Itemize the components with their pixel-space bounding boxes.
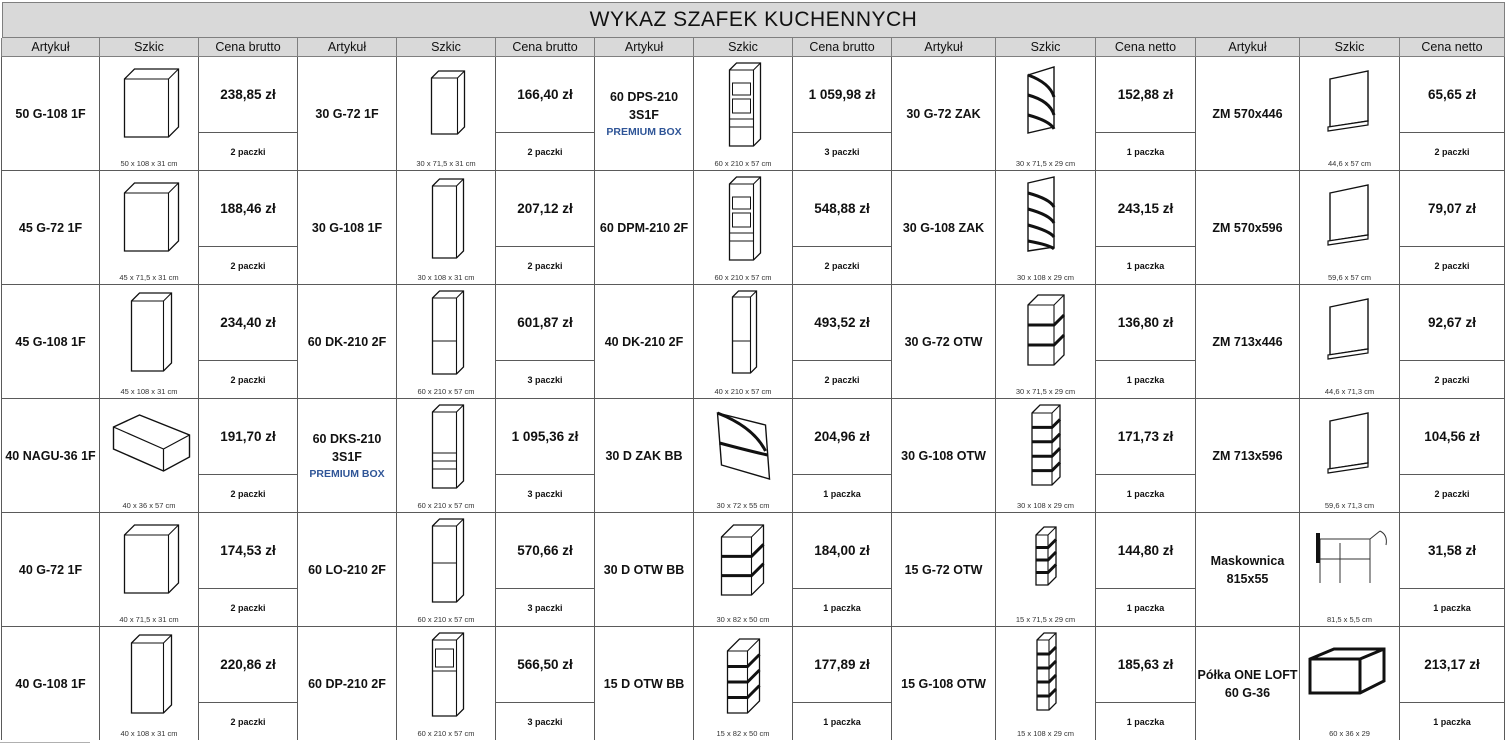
package-count: 2 paczki bbox=[1434, 260, 1470, 271]
price-value: 152,88 zł bbox=[1096, 57, 1195, 133]
price-value: 207,12 zł bbox=[496, 171, 594, 247]
package-count: 1 paczka bbox=[1126, 260, 1165, 271]
price-value: 185,63 zł bbox=[1096, 627, 1195, 703]
price-value: 243,15 zł bbox=[1096, 171, 1195, 247]
column-header-article: Artykuł bbox=[595, 38, 694, 57]
package-count: 1 paczka bbox=[1126, 488, 1165, 499]
article-name-cell bbox=[595, 627, 694, 741]
package-count: 2 paczki bbox=[230, 146, 266, 157]
price-cell bbox=[1400, 171, 1505, 285]
package-count: 2 paczki bbox=[527, 146, 563, 157]
price-value: 92,67 zł bbox=[1400, 285, 1504, 361]
package-count: 2 paczki bbox=[824, 374, 860, 385]
price-cell bbox=[496, 57, 595, 171]
article-name: 30 G-72 ZAK bbox=[906, 106, 981, 121]
article-name: Maskownica bbox=[1210, 553, 1285, 568]
tall-wall-cabinet-icon bbox=[100, 285, 199, 383]
article-name: 30 D OTW BB bbox=[603, 562, 685, 577]
sketch-dimensions: 30 x 82 x 50 cm bbox=[716, 615, 770, 624]
article-name: 60 DPS-210 3S1F bbox=[609, 89, 679, 122]
sketch-cell bbox=[100, 171, 199, 285]
sketch-dimensions: 15 x 108 x 29 cm bbox=[1016, 729, 1075, 738]
article-name-cell bbox=[298, 627, 397, 741]
article-name: 30 G-72 OTW bbox=[904, 334, 983, 349]
tall-fridge-cabinet-icon bbox=[397, 513, 496, 611]
price-cell bbox=[793, 285, 892, 399]
column-header-price: Cena brutto bbox=[199, 38, 298, 57]
article-name: ZM 570x446 bbox=[1212, 106, 1283, 121]
package-count: 3 paczki bbox=[824, 146, 860, 157]
tall-oven-cabinet-icon bbox=[397, 627, 496, 725]
article-name: 60 DPM-210 2F bbox=[599, 220, 689, 235]
price-cell bbox=[199, 285, 298, 399]
price-value: 213,17 zł bbox=[1400, 627, 1504, 703]
sketch-dimensions: 60 x 210 x 57 cm bbox=[714, 159, 772, 168]
price-cell bbox=[1400, 57, 1505, 171]
sketch-dimensions: 81,5 x 5,5 cm bbox=[1326, 615, 1373, 624]
sketch-cell bbox=[100, 627, 199, 741]
package-count: 3 paczki bbox=[527, 602, 563, 613]
price-value: 234,40 zł bbox=[199, 285, 297, 361]
article-name-cell bbox=[298, 513, 397, 627]
package-count: 1 paczka bbox=[1126, 716, 1165, 727]
sketch-cell bbox=[100, 57, 199, 171]
sketch-cell bbox=[397, 399, 496, 513]
package-count: 1 paczka bbox=[1126, 602, 1165, 613]
price-value: 104,56 zł bbox=[1400, 399, 1504, 475]
article-name: 60 DKS-210 3S1F bbox=[312, 431, 382, 464]
price-value: 238,85 zł bbox=[199, 57, 297, 133]
article-name: 60 LO-210 2F bbox=[308, 562, 386, 577]
article-name-cell bbox=[298, 171, 397, 285]
column-header-article: Artykuł bbox=[1196, 38, 1300, 57]
tall-wall-cabinet-icon bbox=[100, 627, 199, 725]
tall-oven-microwave-cabinet-icon bbox=[694, 171, 793, 269]
package-count: 1 paczka bbox=[1126, 374, 1165, 385]
article-name-cell bbox=[892, 399, 996, 513]
wall-cabinet-icon bbox=[100, 513, 199, 611]
sketch-dimensions: 44,6 x 71,3 cm bbox=[1324, 387, 1375, 396]
sketch-dimensions: 15 x 82 x 50 cm bbox=[716, 729, 770, 738]
sketch-cell bbox=[694, 285, 793, 399]
sketch-dimensions: 60 x 210 x 57 cm bbox=[714, 273, 772, 282]
sketch-cell bbox=[694, 399, 793, 513]
price-cell bbox=[496, 285, 595, 399]
sheet-title: WYKAZ SZAFEK KUCHENNYCH bbox=[2, 2, 1505, 38]
article-name-cell bbox=[1196, 399, 1300, 513]
price-cell bbox=[793, 399, 892, 513]
narrow-wall-cabinet-icon bbox=[397, 57, 496, 155]
sketch-cell bbox=[996, 285, 1096, 399]
article-name-cell bbox=[595, 399, 694, 513]
sketch-dimensions: 30 x 71,5 x 31 cm bbox=[416, 159, 476, 168]
sketch-cell bbox=[397, 285, 496, 399]
package-count: 2 paczki bbox=[1434, 488, 1470, 499]
package-count: 2 paczki bbox=[230, 602, 266, 613]
sketch-dimensions: 59,6 x 57 cm bbox=[1328, 273, 1371, 282]
sketch-cell bbox=[100, 513, 199, 627]
article-name: 60 DK-210 2F bbox=[307, 334, 387, 349]
article-name-suffix: 60 G-36 bbox=[1224, 685, 1271, 700]
article-name-cell bbox=[1, 57, 100, 171]
price-cell bbox=[199, 399, 298, 513]
wall-cabinet-icon bbox=[100, 171, 199, 269]
tall-open-wall-shelf-icon bbox=[996, 399, 1096, 497]
sketch-dimensions: 40 x 210 x 57 cm bbox=[714, 387, 772, 396]
sketch-dimensions: 60 x 210 x 57 cm bbox=[417, 729, 475, 738]
price-cell bbox=[1400, 285, 1505, 399]
article-name-cell bbox=[595, 513, 694, 627]
price-value: 65,65 zł bbox=[1400, 57, 1504, 133]
price-value: 171,73 zł bbox=[1096, 399, 1195, 475]
package-count: 1 paczka bbox=[823, 716, 861, 727]
article-name-cell bbox=[1, 171, 100, 285]
article-name-cell bbox=[298, 285, 397, 399]
price-cell bbox=[199, 513, 298, 627]
package-count: 2 paczki bbox=[230, 488, 266, 499]
sketch-dimensions: 45 x 71,5 x 31 cm bbox=[119, 273, 179, 282]
price-cell bbox=[793, 513, 892, 627]
article-name: 30 G-108 1F bbox=[311, 220, 383, 235]
tall-two-door-icon bbox=[397, 285, 496, 383]
sketch-cell bbox=[694, 513, 793, 627]
sketch-cell bbox=[996, 513, 1096, 627]
sketch-dimensions: 60 x 210 x 57 cm bbox=[417, 387, 475, 396]
column-header-sketch: Szkic bbox=[694, 38, 793, 57]
cover-strip-icon bbox=[1300, 513, 1400, 611]
sketch-dimensions: 30 x 108 x 29 cm bbox=[1016, 273, 1075, 282]
sketch-cell bbox=[996, 171, 1096, 285]
article-name-cell bbox=[892, 57, 996, 171]
article-name-cell bbox=[595, 57, 694, 171]
price-cell bbox=[1096, 57, 1196, 171]
price-cell bbox=[496, 513, 595, 627]
article-name: 40 G-108 1F bbox=[15, 676, 86, 691]
price-value: 191,70 zł bbox=[199, 399, 297, 475]
article-name-suffix: 815x55 bbox=[1226, 571, 1269, 586]
article-name-cell bbox=[892, 513, 996, 627]
column-header-sketch: Szkic bbox=[100, 38, 199, 57]
package-count: 2 paczki bbox=[824, 260, 860, 271]
article-name-cell bbox=[298, 57, 397, 171]
article-name: 30 D ZAK BB bbox=[605, 448, 683, 463]
article-name-cell bbox=[1196, 513, 1300, 627]
package-count: 2 paczki bbox=[230, 260, 266, 271]
sketch-cell bbox=[1300, 171, 1400, 285]
article-name: 60 DP-210 2F bbox=[308, 676, 386, 691]
sketch-cell bbox=[1300, 399, 1400, 513]
sketch-dimensions: 50 x 108 x 31 cm bbox=[120, 159, 178, 168]
sketch-cell bbox=[397, 627, 496, 741]
premium-box-label: PREMIUM BOX bbox=[309, 467, 385, 480]
package-count: 2 paczki bbox=[230, 716, 266, 727]
article-name: ZM 713x446 bbox=[1212, 334, 1283, 349]
price-cell bbox=[1096, 171, 1196, 285]
article-name: 15 G-72 OTW bbox=[904, 562, 983, 577]
package-count: 2 paczki bbox=[1434, 374, 1470, 385]
price-cell bbox=[496, 627, 595, 741]
sketch-cell bbox=[694, 57, 793, 171]
sketch-dimensions: 30 x 72 x 55 cm bbox=[716, 501, 770, 510]
open-wall-shelf-icon bbox=[996, 285, 1096, 383]
sketch-cell bbox=[694, 627, 793, 741]
sheet-bottom-edge bbox=[0, 740, 1507, 745]
article-name-cell bbox=[892, 627, 996, 741]
price-cell bbox=[199, 627, 298, 741]
article-name: 40 G-72 1F bbox=[18, 562, 83, 577]
column-header-price: Cena brutto bbox=[793, 38, 892, 57]
article-name-cell bbox=[1196, 627, 1300, 741]
tall-drawer-cabinet-icon bbox=[397, 399, 496, 497]
sketch-dimensions: 40 x 108 x 31 cm bbox=[120, 729, 178, 738]
price-value: 188,46 zł bbox=[199, 171, 297, 247]
narrow-open-wall-shelf-icon bbox=[996, 513, 1096, 611]
article-name: 45 G-72 1F bbox=[18, 220, 83, 235]
package-count: 2 paczki bbox=[1434, 146, 1470, 157]
sketch-cell bbox=[397, 513, 496, 627]
price-value: 493,52 zł bbox=[793, 285, 891, 361]
package-count: 3 paczki bbox=[527, 716, 563, 727]
column-header-sketch: Szkic bbox=[397, 38, 496, 57]
article-name-cell bbox=[1, 399, 100, 513]
price-cell bbox=[793, 171, 892, 285]
article-name-cell bbox=[1, 627, 100, 741]
sketch-dimensions: 60 x 210 x 57 cm bbox=[417, 501, 475, 510]
sketch-cell bbox=[397, 171, 496, 285]
sketch-dimensions: 30 x 108 x 31 cm bbox=[417, 273, 475, 282]
article-name: 50 G-108 1F bbox=[15, 106, 86, 121]
price-value: 1 059,98 zł bbox=[793, 57, 891, 133]
article-name: 40 NAGU-36 1F bbox=[5, 448, 96, 463]
dishwasher-front-icon bbox=[1300, 171, 1400, 269]
dishwasher-front-icon bbox=[1300, 285, 1400, 383]
price-cell bbox=[1096, 399, 1196, 513]
package-count: 3 paczki bbox=[527, 374, 563, 385]
sketch-cell bbox=[996, 627, 1096, 741]
price-cell bbox=[199, 57, 298, 171]
column-header-price: Cena brutto bbox=[496, 38, 595, 57]
article-name-cell bbox=[1196, 285, 1300, 399]
package-count: 2 paczki bbox=[527, 260, 563, 271]
article-name-cell bbox=[595, 285, 694, 399]
corner-base-shelf-icon bbox=[694, 399, 793, 497]
column-header-article: Artykuł bbox=[1, 38, 100, 57]
article-name-cell bbox=[1, 513, 100, 627]
narrow-tall-open-wall-shelf-icon bbox=[996, 627, 1096, 725]
article-name: 30 G-72 1F bbox=[315, 106, 379, 121]
column-header-price: Cena netto bbox=[1400, 38, 1505, 57]
article-name: 30 G-108 OTW bbox=[901, 448, 986, 463]
price-cell bbox=[1096, 513, 1196, 627]
sketch-cell bbox=[1300, 627, 1400, 741]
package-count: 1 paczka bbox=[1433, 716, 1471, 727]
sketch-cell bbox=[1300, 57, 1400, 171]
package-count: 3 paczki bbox=[527, 488, 563, 499]
price-cell bbox=[1400, 399, 1505, 513]
sketch-dimensions: 44,6 x 57 cm bbox=[1328, 159, 1371, 168]
sketch-dimensions: 30 x 71,5 x 29 cm bbox=[1015, 387, 1076, 396]
sketch-dimensions: 45 x 108 x 31 cm bbox=[120, 387, 178, 396]
flap-cabinet-icon bbox=[100, 399, 199, 497]
column-header-sketch: Szkic bbox=[1300, 38, 1400, 57]
package-count: 2 paczki bbox=[230, 374, 266, 385]
package-count: 1 paczka bbox=[1126, 146, 1165, 157]
price-cell bbox=[793, 627, 892, 741]
price-value: 184,00 zł bbox=[793, 513, 891, 589]
price-value: 144,80 zł bbox=[1096, 513, 1195, 589]
article-name-cell bbox=[1196, 57, 1300, 171]
narrow-tall-two-door-icon bbox=[694, 285, 793, 383]
article-name-cell bbox=[892, 285, 996, 399]
price-cell bbox=[793, 57, 892, 171]
open-base-shelf-icon bbox=[694, 513, 793, 611]
sketch-cell bbox=[397, 57, 496, 171]
sketch-cell bbox=[996, 57, 1096, 171]
price-value: 31,58 zł bbox=[1400, 513, 1504, 589]
price-value: 1 095,36 zł bbox=[496, 399, 594, 475]
sketch-dimensions: 40 x 71,5 x 31 cm bbox=[119, 615, 179, 624]
sketch-dimensions: 15 x 71,5 x 29 cm bbox=[1015, 615, 1076, 624]
article-name: ZM 713x596 bbox=[1212, 448, 1283, 463]
sketch-dimensions: 59,6 x 71,3 cm bbox=[1324, 501, 1375, 510]
narrow-open-base-shelf-icon bbox=[694, 627, 793, 725]
column-header-article: Artykuł bbox=[892, 38, 996, 57]
price-value: 166,40 zł bbox=[496, 57, 594, 133]
sketch-dimensions: 40 x 36 x 57 cm bbox=[122, 501, 176, 510]
price-value: 204,96 zł bbox=[793, 399, 891, 475]
article-name-cell bbox=[298, 399, 397, 513]
price-value: 177,89 zł bbox=[793, 627, 891, 703]
article-name: Półka ONE LOFT bbox=[1197, 667, 1298, 682]
price-value: 136,80 zł bbox=[1096, 285, 1195, 361]
price-value: 570,66 zł bbox=[496, 513, 594, 589]
price-value: 220,86 zł bbox=[199, 627, 297, 703]
sketch-dimensions: 30 x 71,5 x 29 cm bbox=[1015, 159, 1076, 168]
price-cell bbox=[1096, 285, 1196, 399]
article-name: 15 G-108 OTW bbox=[901, 676, 986, 691]
article-name: ZM 570x596 bbox=[1212, 220, 1283, 235]
price-value: 174,53 zł bbox=[199, 513, 297, 589]
article-name-cell bbox=[892, 171, 996, 285]
loft-shelf-icon bbox=[1300, 627, 1400, 725]
price-cell bbox=[1400, 627, 1505, 741]
narrow-tall-cabinet-icon bbox=[397, 171, 496, 269]
sketch-cell bbox=[100, 285, 199, 399]
price-value: 79,07 zł bbox=[1400, 171, 1504, 247]
sketch-dimensions: 60 x 210 x 57 cm bbox=[417, 615, 475, 624]
article-name: 30 G-108 ZAK bbox=[902, 220, 985, 235]
price-cell bbox=[1096, 627, 1196, 741]
price-value: 548,88 zł bbox=[793, 171, 891, 247]
sketch-cell bbox=[1300, 285, 1400, 399]
tall-corner-wall-shelf-icon bbox=[996, 171, 1096, 269]
tall-oven-drawer-cabinet-icon bbox=[694, 57, 793, 155]
corner-wall-shelf-icon bbox=[996, 57, 1096, 155]
price-cell bbox=[1400, 513, 1505, 627]
price-cell bbox=[496, 171, 595, 285]
column-header-article: Artykuł bbox=[298, 38, 397, 57]
article-name: 15 D OTW BB bbox=[603, 676, 685, 691]
article-name: 45 G-108 1F bbox=[15, 334, 86, 349]
sketch-cell bbox=[100, 399, 199, 513]
sketch-dimensions: 60 x 36 x 29 bbox=[1329, 729, 1370, 738]
wall-cabinet-icon bbox=[100, 57, 199, 155]
price-cell bbox=[199, 171, 298, 285]
premium-box-label: PREMIUM BOX bbox=[606, 125, 682, 138]
sketch-cell bbox=[996, 399, 1096, 513]
price-value: 566,50 zł bbox=[496, 627, 594, 703]
price-cell bbox=[496, 399, 595, 513]
article-name-cell bbox=[1, 285, 100, 399]
price-value: 601,87 zł bbox=[496, 285, 594, 361]
sketch-cell bbox=[1300, 513, 1400, 627]
package-count: 1 paczka bbox=[823, 488, 861, 499]
dishwasher-front-icon bbox=[1300, 57, 1400, 155]
article-name-cell bbox=[595, 171, 694, 285]
package-count: 1 paczka bbox=[1433, 602, 1471, 613]
column-header-sketch: Szkic bbox=[996, 38, 1096, 57]
article-name-cell bbox=[1196, 171, 1300, 285]
dishwasher-front-icon bbox=[1300, 399, 1400, 497]
package-count: 1 paczka bbox=[823, 602, 861, 613]
sketch-dimensions: 30 x 108 x 29 cm bbox=[1016, 501, 1075, 510]
sketch-cell bbox=[694, 171, 793, 285]
column-header-price: Cena netto bbox=[1096, 38, 1196, 57]
article-name: 40 DK-210 2F bbox=[604, 334, 684, 349]
